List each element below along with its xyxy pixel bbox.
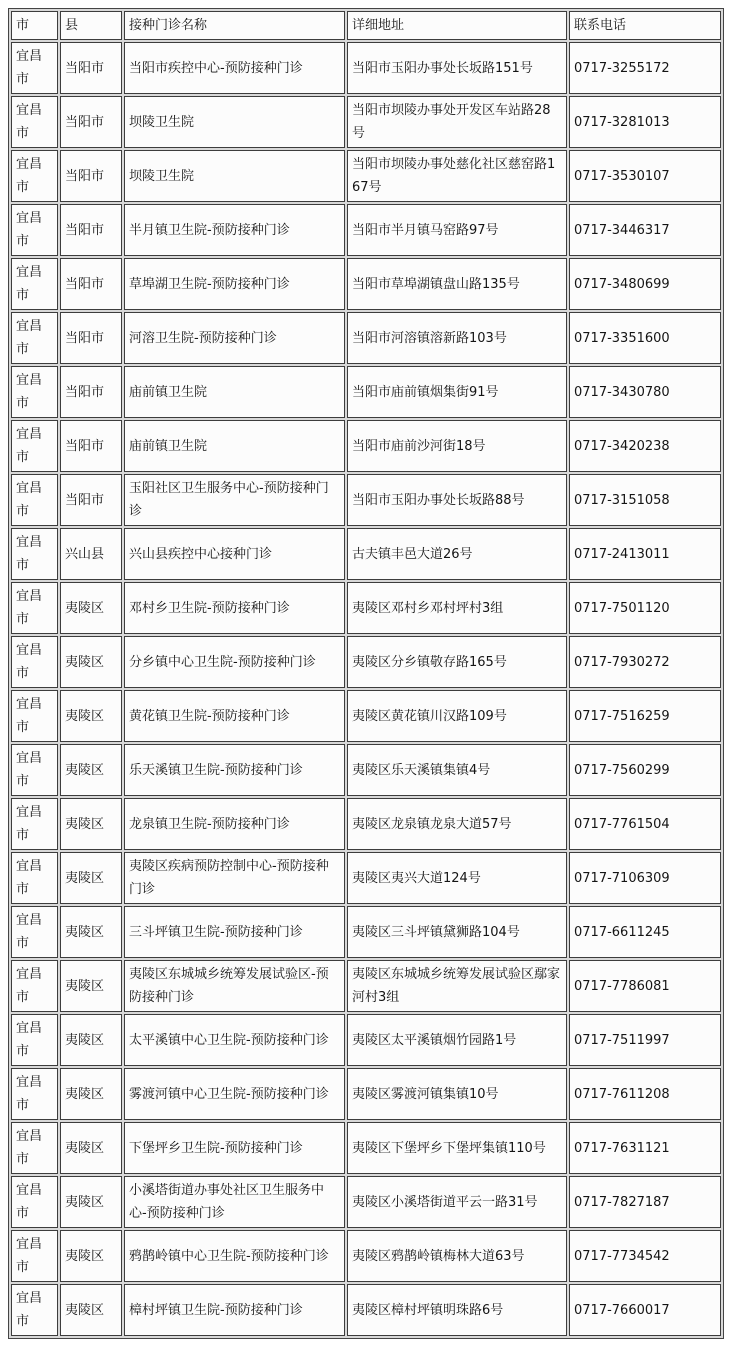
- clinic-name-cell: 夷陵区疾病预防控制中心-预防接种门诊: [124, 852, 345, 904]
- city-cell: 宜昌市: [11, 798, 58, 850]
- phone-cell: 0717-3530107: [569, 150, 721, 202]
- county-cell: 当阳市: [60, 42, 122, 94]
- phone-cell: 0717-7511997: [569, 1014, 721, 1066]
- table-row: [11, 960, 721, 1012]
- county-cell: 夷陵区: [60, 744, 122, 796]
- county-cell: 夷陵区: [60, 1284, 122, 1336]
- table-row: [11, 366, 721, 418]
- phone-cell: 0717-2413011: [569, 528, 721, 580]
- header-cell: 市: [11, 11, 58, 40]
- city-cell: 宜昌市: [11, 960, 58, 1012]
- clinic-name-cell: 龙泉镇卫生院-预防接种门诊: [124, 798, 345, 850]
- phone-cell: 0717-7827187: [569, 1176, 721, 1228]
- city-cell: 宜昌市: [11, 420, 58, 472]
- table-row: [11, 636, 721, 688]
- county-cell: 夷陵区: [60, 1014, 122, 1066]
- address-cell: 当阳市半月镇马窑路97号: [347, 204, 567, 256]
- county-cell: 当阳市: [60, 366, 122, 418]
- table-body: [11, 42, 721, 1336]
- clinic-name-cell: 坝陵卫生院: [124, 150, 345, 202]
- county-cell: 夷陵区: [60, 1068, 122, 1120]
- clinic-name-cell: 小溪塔街道办事处社区卫生服务中心-预防接种门诊: [124, 1176, 345, 1228]
- clinic-name-cell: 玉阳社区卫生服务中心-预防接种门诊: [124, 474, 345, 526]
- county-cell: 当阳市: [60, 474, 122, 526]
- county-cell: 夷陵区: [60, 636, 122, 688]
- address-cell: 夷陵区东城城乡统筹发展试验区鄢家河村3组: [347, 960, 567, 1012]
- county-cell: 当阳市: [60, 150, 122, 202]
- county-cell: 夷陵区: [60, 1122, 122, 1174]
- clinic-name-cell: 河溶卫生院-预防接种门诊: [124, 312, 345, 364]
- clinic-name-cell: 樟村坪镇卫生院-预防接种门诊: [124, 1284, 345, 1336]
- clinic-name-cell: 下堡坪乡卫生院-预防接种门诊: [124, 1122, 345, 1174]
- county-cell: 当阳市: [60, 204, 122, 256]
- phone-cell: 0717-7660017: [569, 1284, 721, 1336]
- clinic-name-cell: 太平溪镇中心卫生院-预防接种门诊: [124, 1014, 345, 1066]
- city-cell: 宜昌市: [11, 474, 58, 526]
- county-cell: 夷陵区: [60, 852, 122, 904]
- clinic-name-cell: 黄花镇卫生院-预防接种门诊: [124, 690, 345, 742]
- table-row: [11, 1068, 721, 1120]
- county-cell: 兴山县: [60, 528, 122, 580]
- clinic-table: [8, 8, 724, 1339]
- table-row: [11, 744, 721, 796]
- phone-cell: 0717-3151058: [569, 474, 721, 526]
- table-row: [11, 582, 721, 634]
- county-cell: 当阳市: [60, 312, 122, 364]
- header-row: [11, 11, 721, 40]
- table-row: [11, 1014, 721, 1066]
- address-cell: 夷陵区下堡坪乡下堡坪集镇110号: [347, 1122, 567, 1174]
- phone-cell: 0717-3255172: [569, 42, 721, 94]
- county-cell: 夷陵区: [60, 690, 122, 742]
- header-cell: 详细地址: [347, 11, 567, 40]
- city-cell: 宜昌市: [11, 366, 58, 418]
- table-row: [11, 312, 721, 364]
- phone-cell: 0717-7631121: [569, 1122, 721, 1174]
- address-cell: 当阳市庙前镇烟集街91号: [347, 366, 567, 418]
- phone-cell: 0717-6611245: [569, 906, 721, 958]
- city-cell: 宜昌市: [11, 744, 58, 796]
- table-row: [11, 528, 721, 580]
- address-cell: 夷陵区雾渡河镇集镇10号: [347, 1068, 567, 1120]
- table-row: [11, 420, 721, 472]
- address-cell: 古夫镇丰邑大道26号: [347, 528, 567, 580]
- city-cell: 宜昌市: [11, 852, 58, 904]
- city-cell: 宜昌市: [11, 1176, 58, 1228]
- city-cell: 宜昌市: [11, 204, 58, 256]
- table-row: [11, 42, 721, 94]
- clinic-name-cell: 鸦鹊岭镇中心卫生院-预防接种门诊: [124, 1230, 345, 1282]
- address-cell: 当阳市庙前沙河街18号: [347, 420, 567, 472]
- clinic-name-cell: 三斗坪镇卫生院-预防接种门诊: [124, 906, 345, 958]
- table-row: [11, 690, 721, 742]
- table-row: [11, 96, 721, 148]
- clinic-name-cell: 乐天溪镇卫生院-预防接种门诊: [124, 744, 345, 796]
- address-cell: 夷陵区夷兴大道124号: [347, 852, 567, 904]
- city-cell: 宜昌市: [11, 582, 58, 634]
- phone-cell: 0717-7106309: [569, 852, 721, 904]
- address-cell: 夷陵区乐天溪镇集镇4号: [347, 744, 567, 796]
- city-cell: 宜昌市: [11, 1014, 58, 1066]
- phone-cell: 0717-7501120: [569, 582, 721, 634]
- city-cell: 宜昌市: [11, 312, 58, 364]
- city-cell: 宜昌市: [11, 42, 58, 94]
- county-cell: 夷陵区: [60, 906, 122, 958]
- address-cell: 当阳市坝陵办事处开发区车站路28号: [347, 96, 567, 148]
- city-cell: 宜昌市: [11, 150, 58, 202]
- table-row: [11, 1230, 721, 1282]
- table-row: [11, 1176, 721, 1228]
- table-row: [11, 906, 721, 958]
- city-cell: 宜昌市: [11, 636, 58, 688]
- phone-cell: 0717-7516259: [569, 690, 721, 742]
- clinic-name-cell: 当阳市疾控中心-预防接种门诊: [124, 42, 345, 94]
- address-cell: 当阳市草埠湖镇盘山路135号: [347, 258, 567, 310]
- county-cell: 夷陵区: [60, 582, 122, 634]
- county-cell: 夷陵区: [60, 960, 122, 1012]
- address-cell: 当阳市玉阳办事处长坂路88号: [347, 474, 567, 526]
- county-cell: 夷陵区: [60, 798, 122, 850]
- table-row: [11, 1122, 721, 1174]
- table-row: [11, 258, 721, 310]
- county-cell: 当阳市: [60, 420, 122, 472]
- address-cell: 当阳市玉阳办事处长坂路151号: [347, 42, 567, 94]
- city-cell: 宜昌市: [11, 258, 58, 310]
- address-cell: 夷陵区三斗坪镇黛狮路104号: [347, 906, 567, 958]
- county-cell: 当阳市: [60, 258, 122, 310]
- clinic-name-cell: 夷陵区东城城乡统筹发展试验区-预防接种门诊: [124, 960, 345, 1012]
- clinic-name-cell: 半月镇卫生院-预防接种门诊: [124, 204, 345, 256]
- phone-cell: 0717-7560299: [569, 744, 721, 796]
- address-cell: 当阳市河溶镇溶新路103号: [347, 312, 567, 364]
- address-cell: 夷陵区分乡镇敬存路165号: [347, 636, 567, 688]
- clinic-name-cell: 庙前镇卫生院: [124, 420, 345, 472]
- address-cell: 夷陵区太平溪镇烟竹园路1号: [347, 1014, 567, 1066]
- clinic-name-cell: 草埠湖卫生院-预防接种门诊: [124, 258, 345, 310]
- city-cell: 宜昌市: [11, 690, 58, 742]
- phone-cell: 0717-7786081: [569, 960, 721, 1012]
- clinic-name-cell: 邓村乡卫生院-预防接种门诊: [124, 582, 345, 634]
- phone-cell: 0717-3430780: [569, 366, 721, 418]
- county-cell: 夷陵区: [60, 1230, 122, 1282]
- address-cell: 夷陵区鸦鹊岭镇梅林大道63号: [347, 1230, 567, 1282]
- table-row: [11, 204, 721, 256]
- table-row: [11, 1284, 721, 1336]
- table-row: [11, 150, 721, 202]
- clinic-name-cell: 坝陵卫生院: [124, 96, 345, 148]
- header-cell: 联系电话: [569, 11, 721, 40]
- address-cell: 夷陵区小溪塔街道平云一路31号: [347, 1176, 567, 1228]
- phone-cell: 0717-7611208: [569, 1068, 721, 1120]
- address-cell: 当阳市坝陵办事处慈化社区慈窑路167号: [347, 150, 567, 202]
- county-cell: 夷陵区: [60, 1176, 122, 1228]
- clinic-name-cell: 分乡镇中心卫生院-预防接种门诊: [124, 636, 345, 688]
- header-cell: 接种门诊名称: [124, 11, 345, 40]
- table-row: [11, 474, 721, 526]
- phone-cell: 0717-3281013: [569, 96, 721, 148]
- address-cell: 夷陵区邓村乡邓村坪村3组: [347, 582, 567, 634]
- phone-cell: 0717-3351600: [569, 312, 721, 364]
- phone-cell: 0717-7761504: [569, 798, 721, 850]
- city-cell: 宜昌市: [11, 1284, 58, 1336]
- phone-cell: 0717-7930272: [569, 636, 721, 688]
- phone-cell: 0717-7734542: [569, 1230, 721, 1282]
- city-cell: 宜昌市: [11, 96, 58, 148]
- clinic-name-cell: 庙前镇卫生院: [124, 366, 345, 418]
- city-cell: 宜昌市: [11, 528, 58, 580]
- phone-cell: 0717-3446317: [569, 204, 721, 256]
- county-cell: 当阳市: [60, 96, 122, 148]
- address-cell: 夷陵区黄花镇川汉路109号: [347, 690, 567, 742]
- address-cell: 夷陵区龙泉镇龙泉大道57号: [347, 798, 567, 850]
- city-cell: 宜昌市: [11, 1068, 58, 1120]
- city-cell: 宜昌市: [11, 1230, 58, 1282]
- clinic-name-cell: 雾渡河镇中心卫生院-预防接种门诊: [124, 1068, 345, 1120]
- table-row: [11, 852, 721, 904]
- phone-cell: 0717-3480699: [569, 258, 721, 310]
- table-row: [11, 798, 721, 850]
- city-cell: 宜昌市: [11, 1122, 58, 1174]
- clinic-name-cell: 兴山县疾控中心接种门诊: [124, 528, 345, 580]
- address-cell: 夷陵区樟村坪镇明珠路6号: [347, 1284, 567, 1336]
- city-cell: 宜昌市: [11, 906, 58, 958]
- phone-cell: 0717-3420238: [569, 420, 721, 472]
- header-cell: 县: [60, 11, 122, 40]
